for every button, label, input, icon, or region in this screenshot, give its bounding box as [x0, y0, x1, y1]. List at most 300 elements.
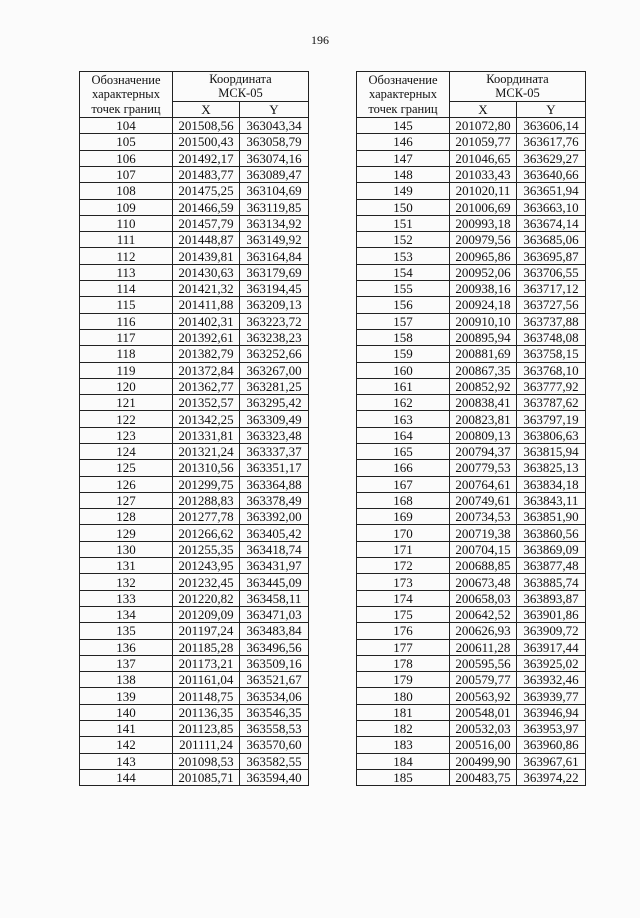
x-coordinate-cell: 201475,25 [173, 183, 240, 199]
y-coordinate-cell: 363925,02 [517, 655, 586, 671]
table-row [80, 118, 309, 134]
y-coordinate-cell: 363194,45 [240, 281, 309, 297]
point-number-cell: 150 [357, 199, 450, 215]
point-label-line-1: Обозначение [368, 72, 438, 87]
x-coordinate-cell: 200794,37 [450, 443, 517, 459]
y-coordinate-cell: 363509,16 [240, 655, 309, 671]
y-coordinate-cell: 363685,06 [517, 232, 586, 248]
point-number-cell: 131 [80, 558, 173, 574]
point-number-cell: 124 [80, 443, 173, 459]
x-coordinate-cell: 200673,48 [450, 574, 517, 590]
point-number-cell: 185 [357, 769, 450, 785]
point-number-cell: 144 [80, 769, 173, 785]
point-number-cell: 146 [357, 134, 450, 150]
y-coordinate-cell: 363223,72 [240, 313, 309, 329]
point-label-line-2: характерных [369, 87, 437, 102]
y-coordinate-cell: 363825,13 [517, 460, 586, 476]
point-number-cell: 118 [80, 346, 173, 362]
y-coordinate-cell: 363932,46 [517, 672, 586, 688]
x-coordinate-cell: 200924,18 [450, 297, 517, 313]
y-coordinate-cell: 363758,15 [517, 346, 586, 362]
table-row [357, 248, 586, 264]
x-coordinate-cell: 200611,28 [450, 639, 517, 655]
table-row [357, 443, 586, 459]
x-coordinate-cell: 201136,35 [173, 704, 240, 720]
point-number-cell: 173 [357, 574, 450, 590]
point-number-cell: 114 [80, 281, 173, 297]
table-row [80, 476, 309, 492]
point-number-cell: 116 [80, 313, 173, 329]
y-coordinate-cell: 363869,09 [517, 541, 586, 557]
x-column-header: X [173, 101, 240, 117]
table-row [357, 753, 586, 769]
y-coordinate-cell: 363727,56 [517, 297, 586, 313]
table-row [80, 688, 309, 704]
x-coordinate-cell: 200938,16 [450, 281, 517, 297]
x-coordinate-cell: 201243,95 [173, 558, 240, 574]
point-number-cell: 153 [357, 248, 450, 264]
table-row [357, 590, 586, 606]
table-row [357, 672, 586, 688]
table-row [80, 655, 309, 671]
x-coordinate-cell: 201331,81 [173, 427, 240, 443]
point-number-cell: 109 [80, 199, 173, 215]
x-coordinate-cell: 201209,09 [173, 606, 240, 622]
point-number-cell: 136 [80, 639, 173, 655]
y-coordinate-cell: 363851,90 [517, 509, 586, 525]
point-number-cell: 108 [80, 183, 173, 199]
point-number-cell: 160 [357, 362, 450, 378]
y-coordinate-cell: 363695,87 [517, 248, 586, 264]
table-row [357, 623, 586, 639]
table-row [357, 329, 586, 345]
table-row [357, 460, 586, 476]
y-coordinate-cell: 363843,11 [517, 492, 586, 508]
point-number-cell: 120 [80, 378, 173, 394]
table-row [80, 215, 309, 231]
y-coordinate-cell: 363815,94 [517, 443, 586, 459]
x-coordinate-cell: 201020,11 [450, 183, 517, 199]
x-coordinate-cell: 201392,61 [173, 329, 240, 345]
coordinates-table-right [356, 71, 586, 786]
point-number-cell: 169 [357, 509, 450, 525]
x-coordinate-cell: 201085,71 [173, 769, 240, 785]
y-coordinate-cell: 363582,55 [240, 753, 309, 769]
point-label-header [357, 72, 450, 118]
point-number-cell: 177 [357, 639, 450, 655]
y-coordinate-cell: 363834,18 [517, 476, 586, 492]
x-coordinate-cell: 200483,75 [450, 769, 517, 785]
x-coordinate-cell: 201439,81 [173, 248, 240, 264]
x-coordinate-cell: 201372,84 [173, 362, 240, 378]
y-coordinate-cell: 363546,35 [240, 704, 309, 720]
point-number-cell: 166 [357, 460, 450, 476]
point-number-cell: 125 [80, 460, 173, 476]
y-coordinate-cell: 363909,72 [517, 623, 586, 639]
table-row [80, 672, 309, 688]
x-coordinate-cell: 201362,77 [173, 378, 240, 394]
point-number-cell: 158 [357, 329, 450, 345]
point-number-cell: 154 [357, 264, 450, 280]
table-row [357, 118, 586, 134]
point-number-cell: 145 [357, 118, 450, 134]
point-number-cell: 110 [80, 215, 173, 231]
point-number-cell: 171 [357, 541, 450, 557]
table-row [357, 346, 586, 362]
point-number-cell: 143 [80, 753, 173, 769]
point-number-cell: 142 [80, 737, 173, 753]
x-coordinate-cell: 201173,21 [173, 655, 240, 671]
table-row [357, 655, 586, 671]
y-coordinate-cell: 363806,63 [517, 427, 586, 443]
table-row [80, 329, 309, 345]
point-number-cell: 111 [80, 232, 173, 248]
x-coordinate-cell: 200779,53 [450, 460, 517, 476]
y-coordinate-cell: 363570,60 [240, 737, 309, 753]
y-coordinate-cell: 363787,62 [517, 395, 586, 411]
point-number-cell: 161 [357, 378, 450, 394]
x-coordinate-cell: 200809,13 [450, 427, 517, 443]
x-coordinate-cell: 200516,00 [450, 737, 517, 753]
point-number-cell: 176 [357, 623, 450, 639]
x-coordinate-cell: 200548,01 [450, 704, 517, 720]
y-coordinate-cell: 363939,77 [517, 688, 586, 704]
x-coordinate-cell: 201448,87 [173, 232, 240, 248]
y-coordinate-cell: 363617,76 [517, 134, 586, 150]
x-coordinate-cell: 200881,69 [450, 346, 517, 362]
y-coordinate-cell: 363392,00 [240, 509, 309, 525]
table-row [357, 313, 586, 329]
point-number-cell: 174 [357, 590, 450, 606]
point-number-cell: 179 [357, 672, 450, 688]
table-row [357, 232, 586, 248]
y-coordinate-cell: 363960,86 [517, 737, 586, 753]
x-coordinate-cell: 200532,03 [450, 721, 517, 737]
table-row [80, 232, 309, 248]
table-row [80, 606, 309, 622]
table-row [80, 199, 309, 215]
table-row [357, 215, 586, 231]
x-coordinate-cell: 201492,17 [173, 150, 240, 166]
point-number-cell: 104 [80, 118, 173, 134]
table-row [80, 411, 309, 427]
table-row [357, 427, 586, 443]
y-coordinate-cell: 363663,10 [517, 199, 586, 215]
y-column-header: Y [517, 101, 586, 117]
y-coordinate-cell: 363104,69 [240, 183, 309, 199]
x-coordinate-cell: 201352,57 [173, 395, 240, 411]
x-coordinate-cell: 200579,77 [450, 672, 517, 688]
x-coordinate-cell: 200563,92 [450, 688, 517, 704]
page-number: 196 [311, 33, 329, 47]
y-coordinate-cell: 363901,86 [517, 606, 586, 622]
x-coordinate-cell: 201466,59 [173, 199, 240, 215]
point-number-cell: 117 [80, 329, 173, 345]
table-row [357, 541, 586, 557]
x-coordinate-cell: 201402,31 [173, 313, 240, 329]
y-coordinate-cell: 363917,44 [517, 639, 586, 655]
y-coordinate-cell: 363351,17 [240, 460, 309, 476]
coordinates-table-left [79, 71, 309, 786]
point-label-header [80, 72, 173, 118]
point-number-cell: 163 [357, 411, 450, 427]
table-row [80, 509, 309, 525]
y-coordinate-cell: 363877,48 [517, 558, 586, 574]
x-coordinate-cell: 200852,92 [450, 378, 517, 394]
table-row [357, 150, 586, 166]
table-row [80, 264, 309, 280]
point-number-cell: 106 [80, 150, 173, 166]
x-coordinate-cell: 201059,77 [450, 134, 517, 150]
y-coordinate-cell: 363209,13 [240, 297, 309, 313]
point-number-cell: 139 [80, 688, 173, 704]
y-coordinate-cell: 363606,14 [517, 118, 586, 134]
point-number-cell: 119 [80, 362, 173, 378]
table-row [357, 737, 586, 753]
table-row [357, 476, 586, 492]
y-coordinate-cell: 363640,66 [517, 166, 586, 182]
point-number-cell: 137 [80, 655, 173, 671]
point-number-cell: 175 [357, 606, 450, 622]
x-coordinate-cell: 201382,79 [173, 346, 240, 362]
table-row [80, 427, 309, 443]
y-coordinate-cell: 363797,19 [517, 411, 586, 427]
point-number-cell: 138 [80, 672, 173, 688]
coordinate-title-line-2: МСК-05 [218, 86, 263, 101]
x-coordinate-cell: 201342,25 [173, 411, 240, 427]
y-coordinate-cell: 363164,84 [240, 248, 309, 264]
x-coordinate-cell: 201033,43 [450, 166, 517, 182]
table-row [80, 639, 309, 655]
y-coordinate-cell: 363594,40 [240, 769, 309, 785]
y-coordinate-cell: 363893,87 [517, 590, 586, 606]
table-row [80, 378, 309, 394]
y-coordinate-cell: 363717,12 [517, 281, 586, 297]
table-row [357, 574, 586, 590]
y-coordinate-cell: 363974,22 [517, 769, 586, 785]
table-row [80, 558, 309, 574]
x-coordinate-cell: 200764,61 [450, 476, 517, 492]
y-coordinate-cell: 363534,06 [240, 688, 309, 704]
y-coordinate-cell: 363058,79 [240, 134, 309, 150]
table-row [80, 166, 309, 182]
table-body [80, 72, 309, 786]
y-coordinate-cell: 363471,03 [240, 606, 309, 622]
y-coordinate-cell: 363364,88 [240, 476, 309, 492]
table-row [80, 460, 309, 476]
y-coordinate-cell: 363418,74 [240, 541, 309, 557]
table-row [80, 134, 309, 150]
table-row [357, 704, 586, 720]
table-row [357, 492, 586, 508]
table-row [80, 721, 309, 737]
coordinate-header [450, 72, 586, 102]
table-row [357, 525, 586, 541]
table-row [80, 183, 309, 199]
y-coordinate-cell: 363323,48 [240, 427, 309, 443]
x-coordinate-cell: 201457,79 [173, 215, 240, 231]
header-row-top [357, 72, 586, 102]
coordinate-title-line-2: МСК-05 [495, 86, 540, 101]
header-row-top [80, 72, 309, 102]
table-row [80, 769, 309, 785]
y-coordinate-cell: 363558,53 [240, 721, 309, 737]
y-coordinate-cell: 363953,97 [517, 721, 586, 737]
y-coordinate-cell: 363674,14 [517, 215, 586, 231]
table-row [80, 590, 309, 606]
point-label-line-2: характерных [92, 87, 160, 102]
table-row [357, 199, 586, 215]
point-number-cell: 129 [80, 525, 173, 541]
y-coordinate-cell: 363134,92 [240, 215, 309, 231]
point-number-cell: 115 [80, 297, 173, 313]
table-row [357, 281, 586, 297]
table-row [80, 297, 309, 313]
y-coordinate-cell: 363629,27 [517, 150, 586, 166]
x-coordinate-cell: 200749,61 [450, 492, 517, 508]
table-row [80, 362, 309, 378]
table-body [357, 72, 586, 786]
point-number-cell: 162 [357, 395, 450, 411]
table-row [357, 558, 586, 574]
point-number-cell: 130 [80, 541, 173, 557]
point-number-cell: 165 [357, 443, 450, 459]
y-coordinate-cell: 363043,34 [240, 118, 309, 134]
x-coordinate-cell: 201046,65 [450, 150, 517, 166]
point-number-cell: 182 [357, 721, 450, 737]
x-coordinate-cell: 200823,81 [450, 411, 517, 427]
y-coordinate-cell: 363074,16 [240, 150, 309, 166]
table-row [357, 362, 586, 378]
y-coordinate-cell: 363860,56 [517, 525, 586, 541]
point-number-cell: 168 [357, 492, 450, 508]
x-coordinate-cell: 200895,94 [450, 329, 517, 345]
x-coordinate-cell: 200965,86 [450, 248, 517, 264]
x-coordinate-cell: 201277,78 [173, 509, 240, 525]
point-number-cell: 127 [80, 492, 173, 508]
x-coordinate-cell: 201430,63 [173, 264, 240, 280]
y-coordinate-cell: 363946,94 [517, 704, 586, 720]
x-coordinate-cell: 201483,77 [173, 166, 240, 182]
y-coordinate-cell: 363967,61 [517, 753, 586, 769]
table-row [357, 378, 586, 394]
x-coordinate-cell: 201321,24 [173, 443, 240, 459]
point-number-cell: 172 [357, 558, 450, 574]
point-number-cell: 170 [357, 525, 450, 541]
x-coordinate-cell: 201421,32 [173, 281, 240, 297]
table-row [80, 753, 309, 769]
x-coordinate-cell: 201508,56 [173, 118, 240, 134]
y-coordinate-cell: 363445,09 [240, 574, 309, 590]
x-coordinate-cell: 201266,62 [173, 525, 240, 541]
point-number-cell: 105 [80, 134, 173, 150]
point-number-cell: 164 [357, 427, 450, 443]
table-row [80, 525, 309, 541]
table-row [80, 150, 309, 166]
x-coordinate-cell: 201161,04 [173, 672, 240, 688]
x-coordinate-cell: 200595,56 [450, 655, 517, 671]
table-row [80, 704, 309, 720]
point-number-cell: 159 [357, 346, 450, 362]
table-row [357, 721, 586, 737]
x-coordinate-cell: 200993,18 [450, 215, 517, 231]
y-coordinate-cell: 363737,88 [517, 313, 586, 329]
table-row [80, 248, 309, 264]
y-coordinate-cell: 363496,56 [240, 639, 309, 655]
x-coordinate-cell: 200658,03 [450, 590, 517, 606]
table-row [80, 313, 309, 329]
x-coordinate-cell: 200688,85 [450, 558, 517, 574]
x-coordinate-cell: 200838,41 [450, 395, 517, 411]
table-row [357, 769, 586, 785]
table-row [80, 541, 309, 557]
point-number-cell: 134 [80, 606, 173, 622]
point-number-cell: 180 [357, 688, 450, 704]
x-coordinate-cell: 200979,56 [450, 232, 517, 248]
table-row [357, 134, 586, 150]
point-number-cell: 157 [357, 313, 450, 329]
x-coordinate-cell: 201310,56 [173, 460, 240, 476]
coordinate-title-line-1: Координата [486, 72, 549, 86]
y-coordinate-cell: 363768,10 [517, 362, 586, 378]
y-coordinate-cell: 363483,84 [240, 623, 309, 639]
point-number-cell: 128 [80, 509, 173, 525]
point-number-cell: 123 [80, 427, 173, 443]
y-coordinate-cell: 363309,49 [240, 411, 309, 427]
table-row [357, 411, 586, 427]
coordinate-header [173, 72, 309, 102]
y-coordinate-cell: 363431,97 [240, 558, 309, 574]
x-coordinate-cell: 200642,52 [450, 606, 517, 622]
x-coordinate-cell: 201288,83 [173, 492, 240, 508]
y-coordinate-cell: 363089,47 [240, 166, 309, 182]
y-coordinate-cell: 363337,37 [240, 443, 309, 459]
x-coordinate-cell: 200867,35 [450, 362, 517, 378]
table-row [357, 639, 586, 655]
x-coordinate-cell: 200910,10 [450, 313, 517, 329]
y-coordinate-cell: 363777,92 [517, 378, 586, 394]
x-coordinate-cell: 201185,28 [173, 639, 240, 655]
y-coordinate-cell: 363119,85 [240, 199, 309, 215]
point-label-line-1: Обозначение [91, 72, 161, 87]
y-coordinate-cell: 363238,23 [240, 329, 309, 345]
point-number-cell: 122 [80, 411, 173, 427]
table-row [357, 509, 586, 525]
x-coordinate-cell: 201072,80 [450, 118, 517, 134]
point-number-cell: 155 [357, 281, 450, 297]
y-coordinate-cell: 363748,08 [517, 329, 586, 345]
point-number-cell: 141 [80, 721, 173, 737]
table-row [80, 395, 309, 411]
y-coordinate-cell: 363458,11 [240, 590, 309, 606]
table-row [80, 346, 309, 362]
x-coordinate-cell: 201098,53 [173, 753, 240, 769]
y-coordinate-cell: 363651,94 [517, 183, 586, 199]
y-coordinate-cell: 363267,00 [240, 362, 309, 378]
table-row [357, 264, 586, 280]
x-coordinate-cell: 201500,43 [173, 134, 240, 150]
x-coordinate-cell: 201299,75 [173, 476, 240, 492]
x-coordinate-cell: 200499,90 [450, 753, 517, 769]
y-coordinate-cell: 363378,49 [240, 492, 309, 508]
y-coordinate-cell: 363149,92 [240, 232, 309, 248]
point-number-cell: 132 [80, 574, 173, 590]
point-label-line-3: точек границ [91, 101, 161, 116]
point-number-cell: 181 [357, 704, 450, 720]
point-number-cell: 167 [357, 476, 450, 492]
point-number-cell: 113 [80, 264, 173, 280]
point-number-cell: 152 [357, 232, 450, 248]
